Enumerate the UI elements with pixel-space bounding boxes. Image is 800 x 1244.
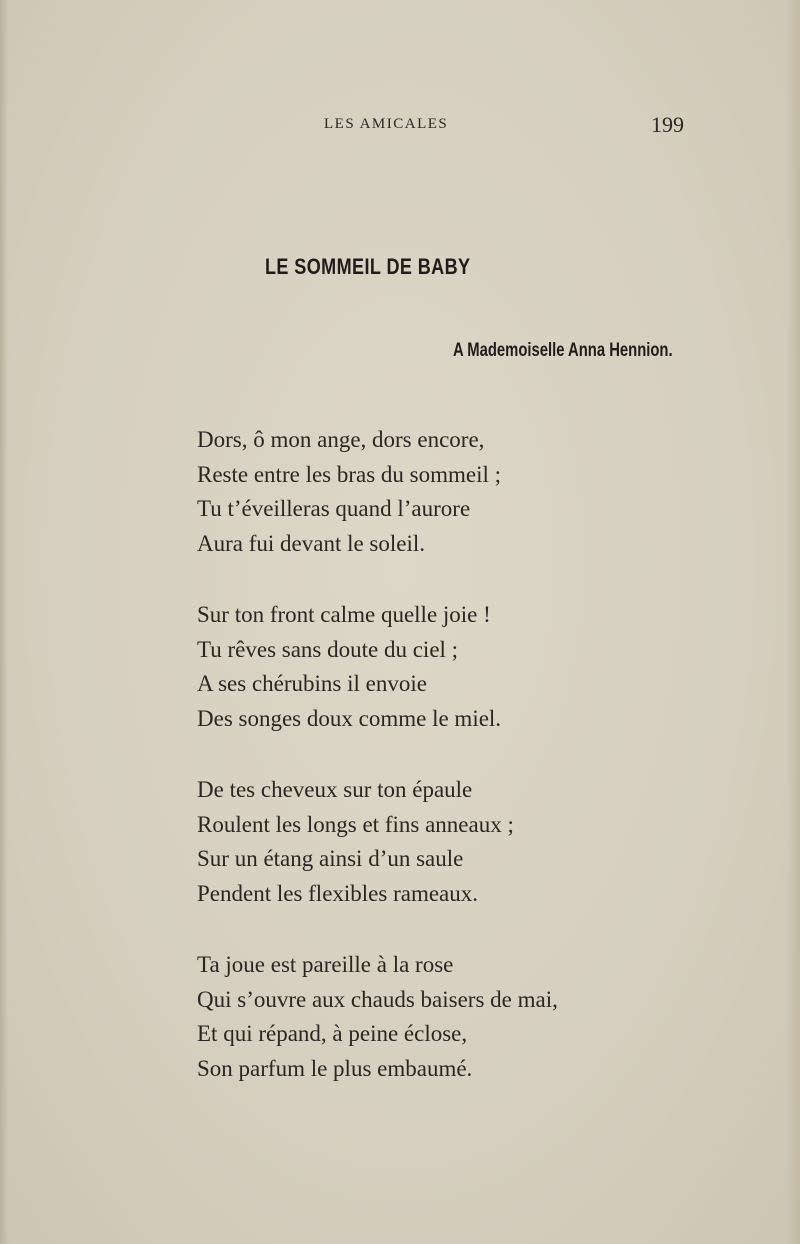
poem-line: Tu rêves sans doute du ciel ; [197,636,459,662]
poem-body [197,423,717,1123]
page-edge-left [0,0,8,1244]
poem-line: De tes cheveux sur ton épaule [197,777,473,802]
poem-line: Sur un étang ainsi d’un saule [197,846,464,871]
poem-line: Aura fui devant le soleil. [197,530,426,556]
page-edge-right [786,0,800,1244]
poem-title: LE SOMMEIL DE BABY [265,254,471,279]
poem-line: A ses chérubins il envoie [197,671,427,696]
running-head: LES AMICALES [324,116,449,132]
poem-line: Pendent les flexibles rameaux. [197,880,479,906]
poem-line: Et qui répand, à peine éclose, [197,1021,468,1046]
poem-line: Roulent les longs et fins anneaux ; [197,811,514,837]
poem-line: Dors, ô mon ange, dors encore, [197,427,485,452]
stanza-2 [197,598,717,736]
dedication: A Mademoiselle Anna Hennion. [453,340,673,361]
poem-line: Des songes doux comme le miel. [197,705,502,731]
poem-line: Reste entre les bras du sommeil ; [197,461,502,487]
stanza-4 [197,948,717,1086]
stanza-1 [197,423,717,561]
page-number: 199 [651,112,684,137]
poem-line: Tu t’éveilleras quand l’aurore [197,496,471,521]
poem-line: Qui s’ouvre aux chauds baisers de mai, [197,986,558,1012]
poem-line: Ta joue est pareille à la rose [197,952,454,977]
stanza-3 [197,773,717,911]
poem-line: Son parfum le plus embaumé. [197,1055,473,1081]
poem-line: Sur ton front calme quelle joie ! [197,602,491,627]
